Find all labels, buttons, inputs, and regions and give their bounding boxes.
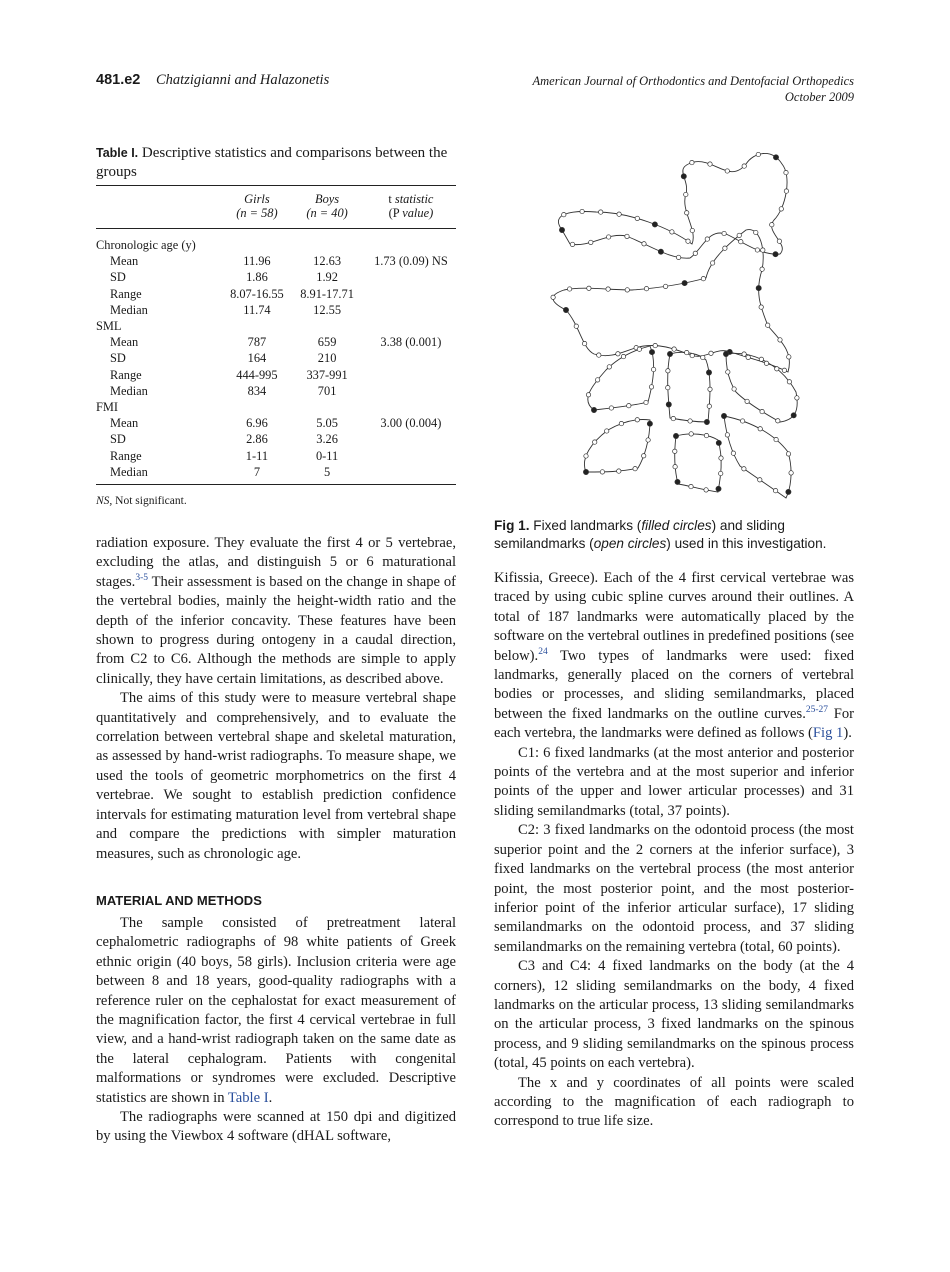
- cell-boys: 8.91-17.71: [300, 286, 354, 301]
- paragraph: C3 and C4: 4 fixed landmarks on the body (at the 4 corners), 12 sliding semilandmarks on the body, 4 fixed landmarks on the articular process, 13 sliding semilandmarks on the articular process, 3 fixed landmarks on the spinous process, and 9 sliding semilandmarks on the spinous process (total, 45 points on each vertebra).: [494, 958, 854, 1072]
- table-caption: [96, 144, 456, 182]
- cell-girls: 444-995: [236, 367, 278, 382]
- table-block: [96, 144, 456, 507]
- text: Kifissia, Greece). Each of the 4 first cervical vertebrae was traced by using cubic spline curves around their outlines. A total of 187 landmarks were automatically placed by the software on the vertebral outlines in predefined positions (see below).: [494, 570, 854, 664]
- section-heading: MATERIAL AND METHODS: [96, 892, 262, 908]
- group-label: SML: [96, 319, 122, 334]
- cell-boys: 659: [317, 335, 337, 350]
- cell-stat: [366, 448, 456, 464]
- cell-boys: 337-991: [306, 367, 348, 382]
- row-label: Median: [110, 464, 148, 479]
- cell-boys: 210: [317, 351, 337, 366]
- figure-caption: [494, 517, 856, 553]
- cell-girls: 11.96: [243, 254, 271, 269]
- table-row: [96, 415, 456, 431]
- cell-girls: 1.86: [246, 270, 268, 285]
- col-boys-name: Boys: [315, 192, 340, 206]
- col-boys: [288, 186, 365, 229]
- paragraph: C1: 6 fixed landmarks (at the most anterior and posterior points of the vertebra and at the most superior and inferior points of the upper and lower articular processes) and 31 sliding semilandmarks (total, 37 points).: [494, 744, 854, 819]
- paragraph: C2: 3 fixed landmarks on the odontoid process (the most superior point and the 2 corners at the inferior surface), 3 fixed landmarks on the vertebral process (the most anterior point, the most posterior point, and the most posterior-inferior point of the inferior articular surface), 17 sliding semilandmarks on the odontoid process, and 37 sliding semilandmarks on the remaining vertebra (total, 60 points).: [494, 822, 854, 955]
- row-label: Range: [110, 367, 142, 382]
- cell-stat: [366, 269, 456, 285]
- cell-girls: 6.96: [246, 416, 268, 431]
- table-group-row: [96, 318, 456, 334]
- stats-table: [96, 185, 456, 485]
- text: radiation exposure. They evaluate the first 4 or 5 vertebrae, excluding the atlas, and distinguish 5 or 6 maturational stages.: [96, 535, 456, 590]
- text: ) used in this investigation.: [666, 536, 827, 551]
- col-girls-n: (n = 58): [236, 206, 278, 220]
- col-boys-n: (n = 40): [306, 206, 348, 220]
- cell-girls: 834: [247, 383, 267, 398]
- col-stat-t: t: [388, 192, 395, 206]
- cell-girls: 8.07-16.55: [230, 286, 284, 301]
- table-title: Descriptive statistics and comparisons between the groups: [96, 145, 448, 180]
- cell-girls: 1-11: [245, 448, 269, 463]
- footnote-text: Not significant.: [112, 495, 187, 508]
- col-stat-name: statistic: [394, 192, 434, 206]
- row-label: SD: [110, 270, 126, 285]
- row-label: Range: [110, 448, 142, 463]
- table-row: [96, 448, 456, 464]
- cell-stat: [366, 350, 456, 366]
- row-label: Mean: [110, 335, 139, 350]
- text: ) and sliding semilandmarks (: [494, 518, 785, 551]
- table-row: [96, 464, 456, 485]
- cell-stat: [366, 383, 456, 399]
- table-row: [96, 350, 456, 366]
- text: filled circles: [641, 518, 712, 533]
- row-label: Range: [110, 286, 142, 301]
- cell-boys: 5: [323, 464, 331, 479]
- c4-anterior-outline: [584, 419, 650, 472]
- journal-header: [434, 73, 854, 105]
- table-row: [96, 269, 456, 285]
- cell-boys: 12.55: [313, 302, 342, 317]
- col-girls-name: Girls: [244, 192, 270, 206]
- figure-link[interactable]: Fig 1: [812, 725, 844, 742]
- citation[interactable]: 25-27: [805, 704, 829, 715]
- row-label: SD: [110, 432, 126, 447]
- table-row: [96, 253, 456, 269]
- cell-stat: 3.38 (0.001): [380, 335, 442, 350]
- cell-stat: 1.73 (0.09) NS: [374, 254, 448, 269]
- cell-stat: [366, 431, 456, 447]
- col-stat-p: (P: [388, 206, 403, 220]
- cell-boys: 701: [317, 383, 337, 398]
- cell-stat: 3.00 (0.004): [380, 416, 442, 431]
- paragraph: The x and y coordinates of all points were scaled according to the magnification of each radiograph to correspond to true life size.: [494, 1074, 854, 1130]
- paragraph: The aims of this study were to measure vertebral shape quantitatively and comprehensively, and to evaluate the correlation between vertebral shape and skeletal maturation, as assessed by hand-wrist radiographs. To measure shape, we used the tools of geometric morphometrics on the first 4 vertebrae. We sought to establish prediction confidence intervals for estimating maturation level from vertebral shape and compare the predictions with simpler maturation measures, such as chronologic age.: [96, 690, 456, 862]
- table-row: [96, 334, 456, 350]
- table-label: Table I.: [96, 146, 139, 160]
- c3-posterior-outline: [726, 353, 797, 422]
- left-column: [96, 534, 456, 1147]
- cell-stat: [366, 464, 456, 485]
- group-label: Chronologic age (y): [96, 238, 196, 252]
- c4-body-outline: [675, 434, 721, 492]
- text: Two types of landmarks were used: fixed landmarks, generally placed on the corners of vertebral bodies or processes, and sliding semilandmarks, placed between the fixed landmarks on the outline curves.: [494, 647, 854, 722]
- page-number: 481.e2: [96, 72, 141, 88]
- cell-girls: 7: [253, 464, 261, 479]
- row-label: SD: [110, 351, 126, 366]
- cell-girls: 11.74: [243, 302, 271, 317]
- cell-boys: 1.92: [316, 270, 338, 285]
- row-label: Mean: [110, 416, 139, 431]
- cell-boys: 0-11: [315, 448, 339, 463]
- c3-body-outline: [668, 352, 710, 422]
- col-stat: [366, 186, 456, 229]
- text: Fixed landmarks (: [529, 518, 642, 533]
- table-row: [96, 302, 456, 318]
- c2-outline: [553, 230, 789, 372]
- citation[interactable]: 3-5: [135, 572, 148, 583]
- cell-girls: 787: [247, 335, 267, 350]
- vertebrae-landmark-figure: [540, 140, 820, 500]
- journal-issue: October 2009: [784, 90, 854, 104]
- table-group-row: [96, 399, 456, 415]
- figure-label: Fig 1.: [494, 518, 530, 533]
- header-blank: [96, 186, 225, 229]
- col-stat-pvalue: value): [402, 206, 434, 220]
- cell-stat: [366, 367, 456, 383]
- right-column: [494, 569, 854, 1132]
- table-link[interactable]: Table I: [227, 1089, 269, 1106]
- text: open circles: [593, 536, 667, 551]
- cell-girls: 164: [247, 351, 267, 366]
- table-row: [96, 383, 456, 399]
- cell-boys: 12.63: [313, 254, 342, 269]
- text: .: [268, 1089, 273, 1106]
- cell-girls: 2.86: [246, 432, 268, 447]
- row-label: Median: [110, 383, 148, 398]
- table-footnote: [96, 495, 456, 507]
- table-row: [96, 431, 456, 447]
- paragraph: [494, 569, 854, 744]
- footnote-abbr: NS,: [96, 495, 113, 508]
- text: The sample consisted of pretreatment lateral cephalometric radiographs of 98 white patients of Greek ethnic origin (40 boys, 58 girls). Inclusion criteria were age between 8 and 18 years, good-quality radiographs with a reference ruler on the cephalostat for exact measurement of the magnification factor, the first 4 cervical vertebrae in full view, and a hand-wrist radiograph taken on the same date as the lateral cephalogram. Patients with congenital malformations or syndromes were excluded. Descriptive statistics are shown in: [96, 914, 456, 1106]
- cell-boys: 3.26: [316, 432, 338, 447]
- text: ).: [843, 725, 852, 742]
- table-group-row: [96, 237, 456, 253]
- group-label: FMI: [96, 400, 119, 415]
- cell-boys: 5.05: [316, 416, 338, 431]
- cell-stat: [366, 286, 456, 302]
- c1-outline: [558, 153, 787, 258]
- journal-name: American Journal of Orthodontics and Dentofacial Orthopedics: [532, 74, 854, 88]
- row-label: Median: [110, 302, 148, 317]
- text: For each vertebra, the landmarks were defined as follows (: [494, 705, 854, 742]
- c3-anterior-outline: [588, 346, 654, 410]
- paragraph: The radiographs were scanned at 150 dpi and digitized by using the Viewbox 4 software (dHAL software,: [96, 1108, 456, 1145]
- text: Their assessment is based on the change in shape of the vertebral bodies, mainly the height-width ratio and the depth of the inferior concavity. These features have been shown to progress during ontogeny in a caudal direction, from C2 to C6. Although the methods are simple to apply clinically, they have certain limitations, as described above.: [96, 573, 456, 687]
- running-authors: Chatzigianni and Halazonetis: [156, 72, 330, 88]
- table-row: [96, 367, 456, 383]
- citation[interactable]: 24: [538, 646, 548, 657]
- paragraph: [96, 534, 456, 689]
- row-label: Mean: [110, 254, 139, 269]
- c4-posterior-outline: [724, 416, 791, 498]
- table-row: [96, 286, 456, 302]
- col-girls: [225, 186, 288, 229]
- paragraph: [96, 914, 456, 1108]
- cell-stat: [366, 302, 456, 318]
